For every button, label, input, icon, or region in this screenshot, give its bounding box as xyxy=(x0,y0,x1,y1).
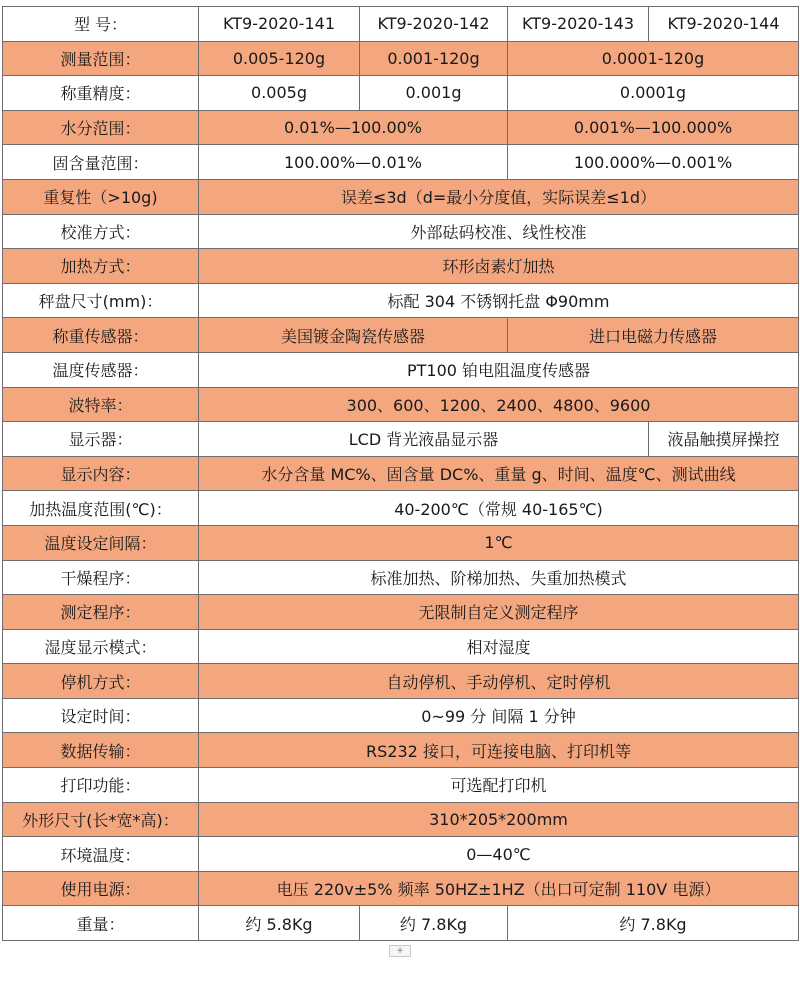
solids-label: 固含量范围： xyxy=(3,145,199,180)
row-weight xyxy=(3,906,799,941)
humidity-label: 湿度显示模式： xyxy=(3,629,199,664)
row-data xyxy=(3,733,799,768)
sensor-143-144: 进口电磁力传感器 xyxy=(508,318,799,353)
display-content-value: 水分含量 MC%、固含量 DC%、重量 g、时间、温度℃、测试曲线 xyxy=(199,456,799,491)
weight-143-144: 约 7.8Kg xyxy=(508,906,799,941)
repeat-value: 误差≤3d（d=最小分度值，实际误差≤1d） xyxy=(199,179,799,214)
heating-label: 加热方式： xyxy=(3,249,199,284)
weight-141: 约 5.8Kg xyxy=(199,906,360,941)
row-solids xyxy=(3,145,799,180)
precision-142: 0.001g xyxy=(360,76,508,111)
row-calibration xyxy=(3,214,799,249)
precision-label: 称重精度： xyxy=(3,76,199,111)
model-141: KT9-2020-141 xyxy=(199,7,360,42)
add-row-button[interactable]: + xyxy=(389,945,411,957)
spec-table xyxy=(2,6,799,941)
env-temp-value: 0—40℃ xyxy=(199,837,799,872)
moisture-label: 水分范围： xyxy=(3,110,199,145)
row-precision xyxy=(3,76,799,111)
heat-range-value: 40-200℃（常规 40-165℃) xyxy=(199,491,799,526)
range-label: 测量范围： xyxy=(3,41,199,76)
range-143-144: 0.0001-120g xyxy=(508,41,799,76)
row-baud xyxy=(3,387,799,422)
display-content-label: 显示内容： xyxy=(3,456,199,491)
solids-143-144: 100.000%—0.001% xyxy=(508,145,799,180)
header-row xyxy=(3,7,799,42)
temp-sensor-value: PT100 铂电阻温度传感器 xyxy=(199,352,799,387)
pan-label: 秤盘尺寸(mm)： xyxy=(3,283,199,318)
pan-value: 标配 304 不锈钢托盘 Φ90mm xyxy=(199,283,799,318)
row-sensor xyxy=(3,318,799,353)
set-time-value: 0~99 分 间隔 1 分钟 xyxy=(199,698,799,733)
measure-prog-value: 无限制自定义测定程序 xyxy=(199,595,799,630)
row-temp-step xyxy=(3,525,799,560)
power-label: 使用电源： xyxy=(3,871,199,906)
display-label: 显示器： xyxy=(3,422,199,457)
row-size xyxy=(3,802,799,837)
row-moisture xyxy=(3,110,799,145)
repeat-label: 重复性（>10g) xyxy=(3,179,199,214)
print-label: 打印功能： xyxy=(3,768,199,803)
row-drying xyxy=(3,560,799,595)
precision-143-144: 0.0001g xyxy=(508,76,799,111)
row-repeat xyxy=(3,179,799,214)
range-141: 0.005-120g xyxy=(199,41,360,76)
data-label: 数据传输： xyxy=(3,733,199,768)
size-label: 外形尺寸(长*宽*高)： xyxy=(3,802,199,837)
row-pan xyxy=(3,283,799,318)
temp-sensor-label: 温度传感器： xyxy=(3,352,199,387)
header-label: 型 号： xyxy=(3,7,199,42)
row-measure-prog xyxy=(3,595,799,630)
drying-label: 干燥程序： xyxy=(3,560,199,595)
weight-label: 重量： xyxy=(3,906,199,941)
stop-label: 停机方式： xyxy=(3,664,199,699)
row-stop xyxy=(3,664,799,699)
baud-label: 波特率： xyxy=(3,387,199,422)
drying-value: 标准加热、阶梯加热、失重加热模式 xyxy=(199,560,799,595)
humidity-value: 相对湿度 xyxy=(199,629,799,664)
calibration-value: 外部砝码校准、线性校准 xyxy=(199,214,799,249)
row-print xyxy=(3,768,799,803)
temp-step-value: 1℃ xyxy=(199,525,799,560)
model-144: KT9-2020-144 xyxy=(649,7,799,42)
heating-value: 环形卤素灯加热 xyxy=(199,249,799,284)
row-temp-sensor xyxy=(3,352,799,387)
weight-142: 约 7.8Kg xyxy=(360,906,508,941)
range-142: 0.001-120g xyxy=(360,41,508,76)
display-144: 液晶触摸屏操控 xyxy=(649,422,799,457)
measure-prog-label: 测定程序： xyxy=(3,595,199,630)
solids-141-142: 100.00%—0.01% xyxy=(199,145,508,180)
sensor-141-142: 美国镀金陶瓷传感器 xyxy=(199,318,508,353)
size-value: 310*205*200mm xyxy=(199,802,799,837)
heat-range-label: 加热温度范围(℃)： xyxy=(3,491,199,526)
moisture-143-144: 0.001%—100.000% xyxy=(508,110,799,145)
row-humidity xyxy=(3,629,799,664)
row-env-temp xyxy=(3,837,799,872)
model-142: KT9-2020-142 xyxy=(360,7,508,42)
set-time-label: 设定时间： xyxy=(3,698,199,733)
moisture-141-142: 0.01%—100.00% xyxy=(199,110,508,145)
model-143: KT9-2020-143 xyxy=(508,7,649,42)
row-display-content xyxy=(3,456,799,491)
calibration-label: 校准方式： xyxy=(3,214,199,249)
row-range xyxy=(3,41,799,76)
row-heat-range xyxy=(3,491,799,526)
row-heating xyxy=(3,249,799,284)
row-set-time xyxy=(3,698,799,733)
precision-141: 0.005g xyxy=(199,76,360,111)
data-value: RS232 接口，可连接电脑、打印机等 xyxy=(199,733,799,768)
stop-value: 自动停机、手动停机、定时停机 xyxy=(199,664,799,699)
baud-value: 300、600、1200、2400、4800、9600 xyxy=(199,387,799,422)
sensor-label: 称重传感器： xyxy=(3,318,199,353)
display-141-143: LCD 背光液晶显示器 xyxy=(199,422,649,457)
row-display xyxy=(3,422,799,457)
print-value: 可选配打印机 xyxy=(199,768,799,803)
env-temp-label: 环境温度： xyxy=(3,837,199,872)
row-power xyxy=(3,871,799,906)
power-value: 电压 220v±5% 频率 50HZ±1HZ（出口可定制 110V 电源） xyxy=(199,871,799,906)
temp-step-label: 温度设定间隔： xyxy=(3,525,199,560)
